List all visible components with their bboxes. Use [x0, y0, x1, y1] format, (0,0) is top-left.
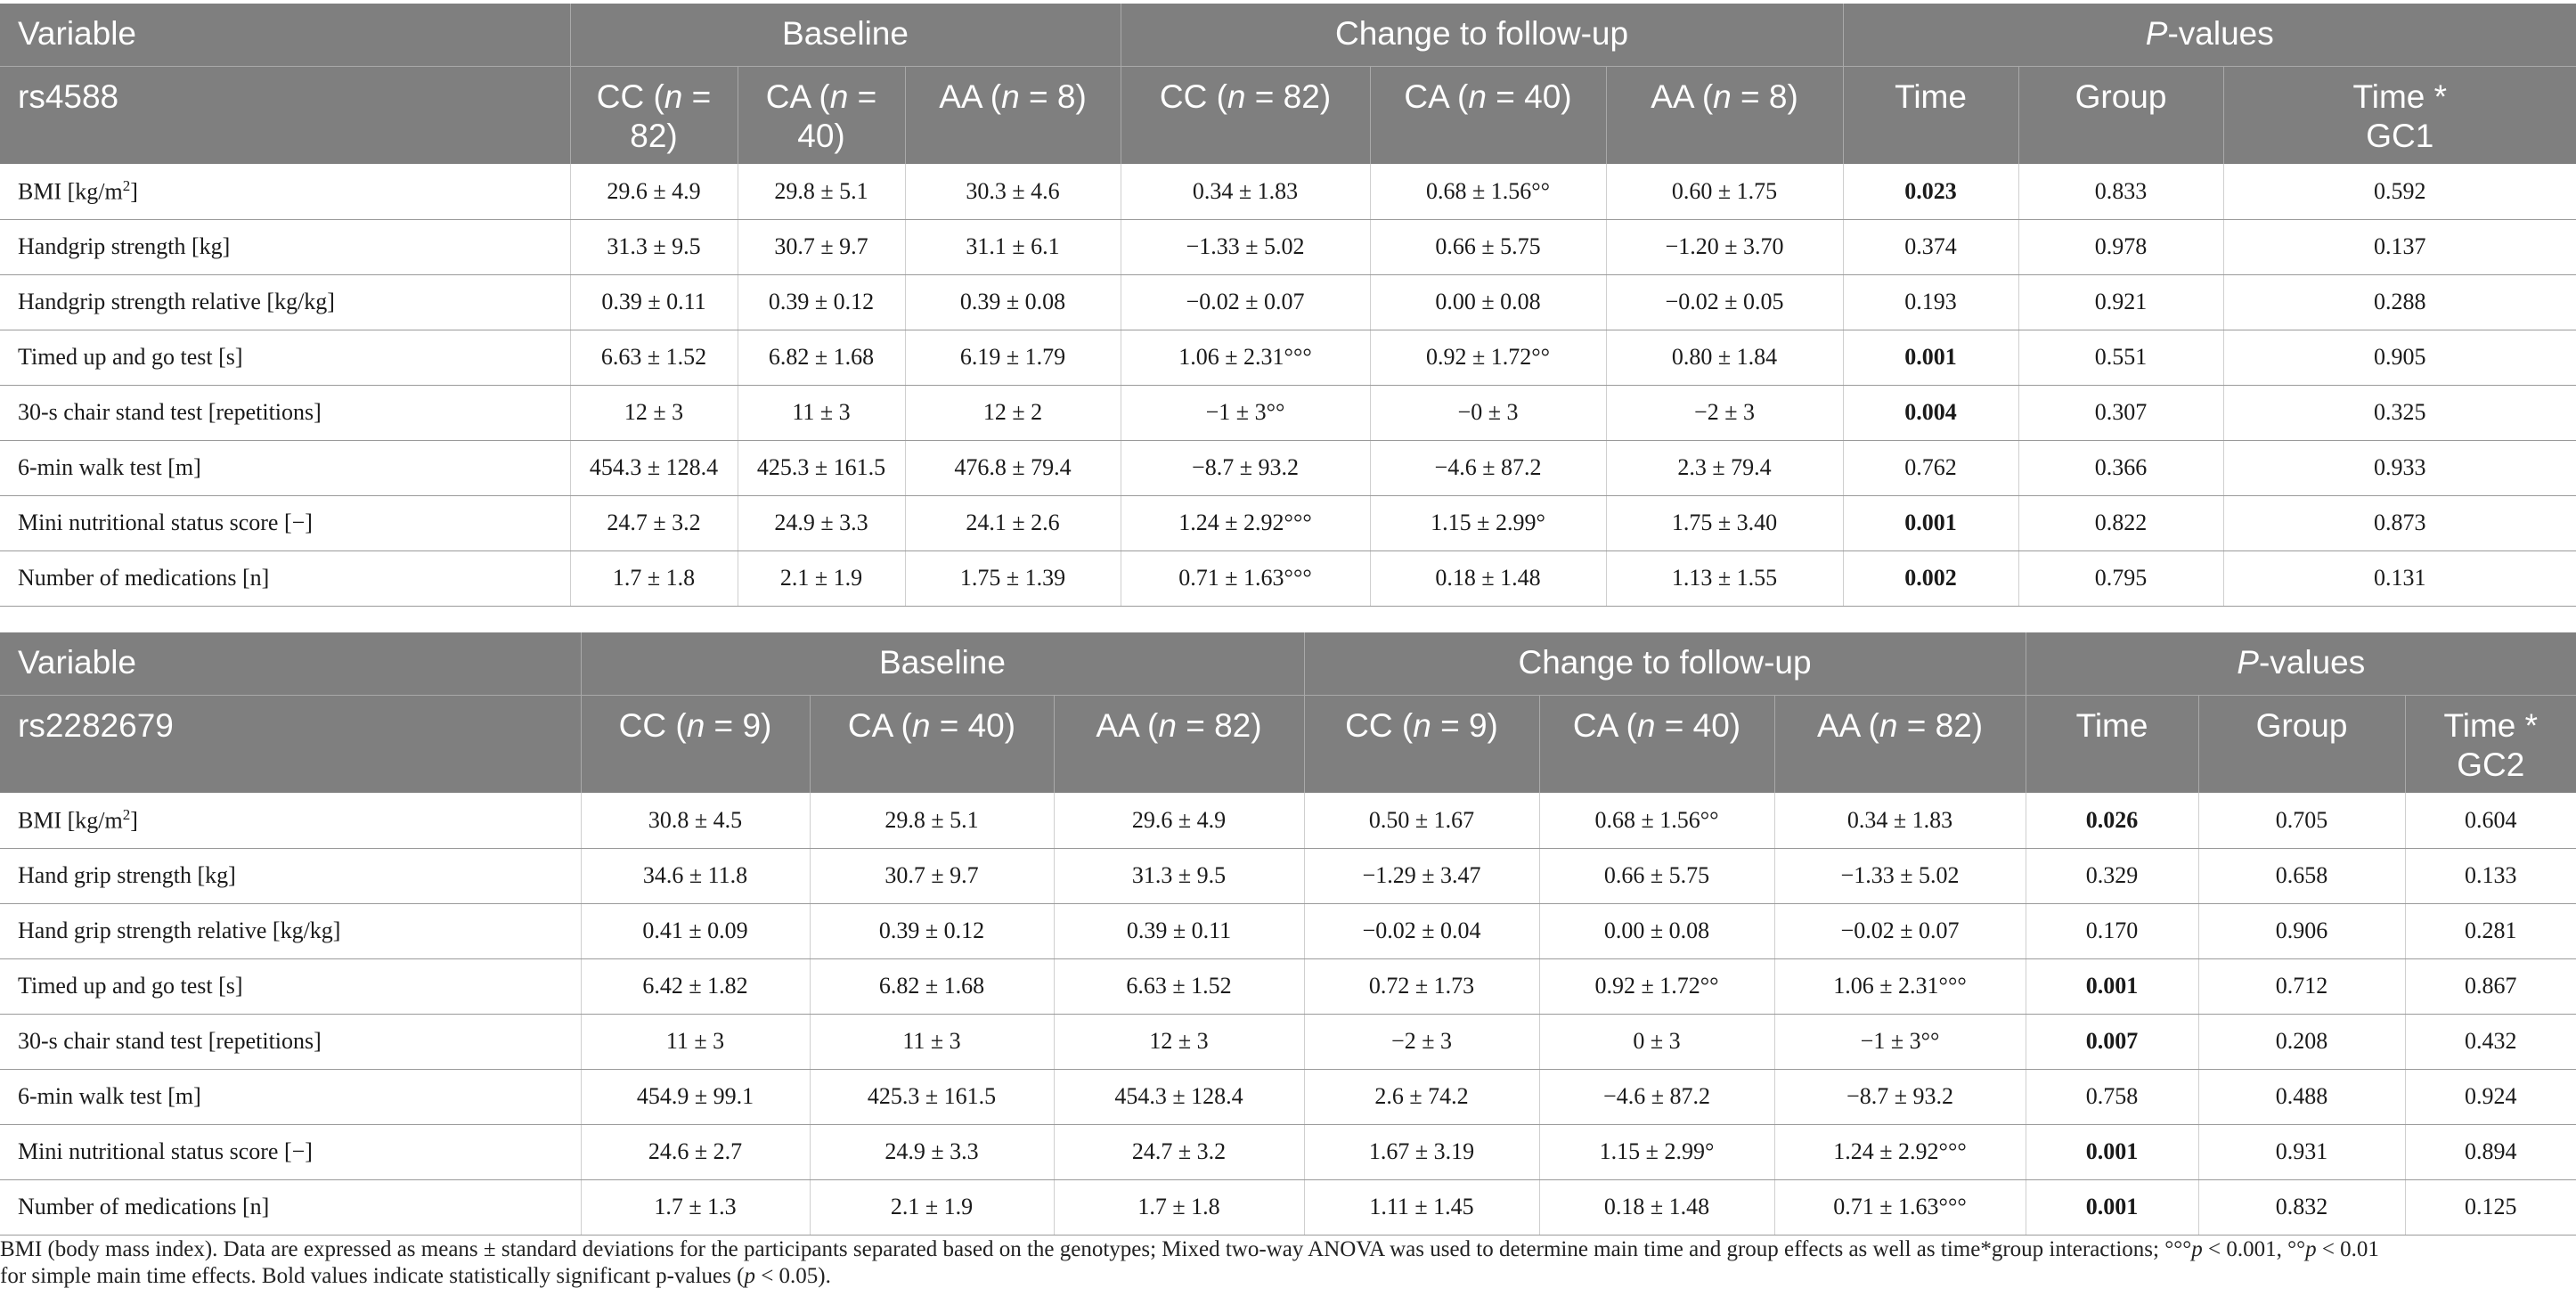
- p-interaction-cell: 0.131: [2223, 550, 2576, 606]
- baseline-cc-cell: 30.8 ± 4.5: [581, 793, 810, 848]
- change-cc-cell: 2.6 ± 74.2: [1304, 1069, 1539, 1124]
- change-aa-cell: 0.80 ± 1.84: [1606, 330, 1843, 385]
- p-time-cell: 0.170: [2026, 903, 2198, 958]
- variable-label: [0, 1069, 581, 1124]
- variable-text: 30-s chair stand test [repetitions]: [18, 399, 322, 425]
- baseline-ca-cell: 2.1 ± 1.9: [810, 1179, 1054, 1235]
- change-aa-cell: −0.02 ± 0.05: [1606, 274, 1843, 330]
- p-time-cell: 0.026: [2026, 793, 2198, 848]
- genotype-code: AA: [939, 77, 982, 115]
- change-cc-cell: −2 ± 3: [1304, 1014, 1539, 1069]
- baseline-aa-cell: 6.19 ± 1.79: [905, 330, 1121, 385]
- baseline-ca-cell: 30.7 ± 9.7: [810, 848, 1054, 903]
- p-interaction-cell: 0.604: [2405, 793, 2576, 848]
- baseline-cc-cell: 31.3 ± 9.5: [570, 219, 738, 274]
- p-group-cell: 0.906: [2198, 903, 2405, 958]
- baseline-cc-cell: 0.39 ± 0.11: [570, 274, 738, 330]
- header-baseline-cc: CC (n = 82): [570, 66, 738, 164]
- change-aa-cell: 1.06 ± 2.31°°°: [1774, 958, 2026, 1014]
- genotype-code: AA: [1096, 706, 1138, 744]
- p-interaction-cell: 0.288: [2223, 274, 2576, 330]
- change-cc-cell: 1.06 ± 2.31°°°: [1121, 330, 1370, 385]
- change-aa-cell: −0.02 ± 0.07: [1774, 903, 2026, 958]
- header-interaction: [2405, 695, 2576, 793]
- change-ca-cell: 1.15 ± 2.99°: [1539, 1124, 1774, 1179]
- pvalues-rest: -values: [2258, 644, 2366, 681]
- header-time: Time: [2026, 695, 2198, 793]
- interaction-line1: Time *: [2443, 706, 2539, 744]
- genotype-n: 82: [1283, 77, 1320, 115]
- genotype-code: CC: [1159, 77, 1208, 115]
- p-group-cell: 0.705: [2198, 793, 2405, 848]
- baseline-ca-cell: 425.3 ± 161.5: [738, 440, 905, 495]
- variable-label: [0, 164, 570, 219]
- header-pvalues: [1843, 4, 2576, 66]
- change-ca-cell: −4.6 ± 87.2: [1370, 440, 1606, 495]
- header-baseline: Baseline: [570, 4, 1121, 66]
- baseline-aa-cell: 476.8 ± 79.4: [905, 440, 1121, 495]
- baseline-cc-cell: 454.3 ± 128.4: [570, 440, 738, 495]
- change-aa-cell: 1.75 ± 3.40: [1606, 495, 1843, 550]
- baseline-cc-cell: 1.7 ± 1.3: [581, 1179, 810, 1235]
- variable-text: Hand grip strength relative [kg/kg]: [18, 917, 341, 943]
- p-group-cell: 0.931: [2198, 1124, 2405, 1179]
- genotype-code: CC: [1345, 706, 1393, 744]
- variable-text: 6-min walk test [m]: [18, 454, 201, 480]
- table-row: [0, 1069, 2576, 1124]
- footnote-text: < 0.05).: [754, 1264, 831, 1288]
- p-time-cell: 0.762: [1843, 440, 2018, 495]
- baseline-ca-cell: 2.1 ± 1.9: [738, 550, 905, 606]
- genotype-code: AA: [1651, 77, 1693, 115]
- genotype-n: 40: [1524, 77, 1561, 115]
- header-variable: Variable: [0, 632, 581, 695]
- variable-text: Timed up and go test [s]: [18, 344, 243, 370]
- p-time-cell: 0.329: [2026, 848, 2198, 903]
- unit-superscript: 2: [122, 805, 131, 823]
- baseline-aa-cell: 6.63 ± 1.52: [1054, 958, 1304, 1014]
- variable-label: [0, 1124, 581, 1179]
- p-time-cell: 0.374: [1843, 219, 2018, 274]
- p-time-cell: 0.193: [1843, 274, 2018, 330]
- table-row: [0, 495, 2576, 550]
- baseline-ca-cell: 29.8 ± 5.1: [738, 164, 905, 219]
- baseline-ca-cell: 0.39 ± 0.12: [738, 274, 905, 330]
- variable-text: BMI [kg/m: [18, 178, 123, 205]
- p-group-cell: 0.712: [2198, 958, 2405, 1014]
- footnote-line-1: [0, 1236, 2565, 1263]
- p-interaction-cell: 0.933: [2223, 440, 2576, 495]
- p-group-cell: 0.488: [2198, 1069, 2405, 1124]
- header-baseline-ca: CA (n = 40): [810, 695, 1054, 793]
- change-ca-cell: 0.66 ± 5.75: [1539, 848, 1774, 903]
- genotype-code: CA: [1404, 77, 1448, 115]
- header-change-cc: CC (n = 9): [1304, 695, 1539, 793]
- variable-text-end: ]: [130, 807, 138, 834]
- p-group-cell: 0.208: [2198, 1014, 2405, 1069]
- p-symbol: p: [744, 1264, 755, 1288]
- baseline-aa-cell: 31.3 ± 9.5: [1054, 848, 1304, 903]
- baseline-ca-cell: 24.9 ± 3.3: [738, 495, 905, 550]
- p-group-cell: 0.658: [2198, 848, 2405, 903]
- change-aa-cell: −1.33 ± 5.02: [1774, 848, 2026, 903]
- genotype-code: CC: [618, 706, 667, 744]
- variable-label: [0, 330, 570, 385]
- header-baseline-aa: AA (n = 8): [905, 66, 1121, 164]
- change-ca-cell: 0.92 ± 1.72°°: [1370, 330, 1606, 385]
- baseline-cc-cell: 34.6 ± 11.8: [581, 848, 810, 903]
- p-time-cell: 0.023: [1843, 164, 2018, 219]
- genotype-code: CA: [1572, 706, 1618, 744]
- change-cc-cell: 0.50 ± 1.67: [1304, 793, 1539, 848]
- genotype-n: 9: [1468, 706, 1488, 744]
- table-row: [0, 440, 2576, 495]
- variable-text: Number of medications [n]: [18, 565, 270, 591]
- change-aa-cell: 1.13 ± 1.55: [1606, 550, 1843, 606]
- baseline-aa-cell: 454.3 ± 128.4: [1054, 1069, 1304, 1124]
- p-interaction-cell: 0.867: [2405, 958, 2576, 1014]
- header-snp: rs4588: [0, 66, 570, 164]
- baseline-cc-cell: 24.6 ± 2.7: [581, 1124, 810, 1179]
- table-row: [0, 1124, 2576, 1179]
- table-row: [0, 903, 2576, 958]
- interaction-line1: Time *: [2352, 77, 2448, 115]
- genotype-n: 82: [630, 117, 667, 154]
- variable-text: 6-min walk test [m]: [18, 1083, 201, 1109]
- baseline-ca-cell: 11 ± 3: [810, 1014, 1054, 1069]
- p-group-cell: 0.307: [2018, 385, 2223, 440]
- change-ca-cell: 0.18 ± 1.48: [1539, 1179, 1774, 1235]
- variable-label: [0, 385, 570, 440]
- baseline-aa-cell: 12 ± 3: [1054, 1014, 1304, 1069]
- p-interaction-cell: 0.592: [2223, 164, 2576, 219]
- p-group-cell: 0.832: [2198, 1179, 2405, 1235]
- variable-text: Mini nutritional status score [−]: [18, 510, 313, 535]
- baseline-aa-cell: 24.1 ± 2.6: [905, 495, 1121, 550]
- table-row: [0, 1179, 2576, 1235]
- header-change-aa: AA (n = 8): [1606, 66, 1843, 164]
- genotype-code: CA: [765, 77, 811, 115]
- baseline-cc-cell: 11 ± 3: [581, 1014, 810, 1069]
- table-row: [0, 793, 2576, 848]
- genotype-n: 40: [1692, 706, 1730, 744]
- change-cc-cell: 0.34 ± 1.83: [1121, 164, 1370, 219]
- table-footnote: [0, 1236, 2565, 1290]
- change-cc-cell: 1.11 ± 1.45: [1304, 1179, 1539, 1235]
- p-group-cell: 0.833: [2018, 164, 2223, 219]
- header-interaction: [2223, 66, 2576, 164]
- header-baseline-ca: CA (n = 40): [738, 66, 905, 164]
- baseline-ca-cell: 24.9 ± 3.3: [810, 1124, 1054, 1179]
- p-interaction-cell: 0.325: [2223, 385, 2576, 440]
- baseline-cc-cell: 6.42 ± 1.82: [581, 958, 810, 1014]
- variable-text: BMI [kg/m: [18, 807, 123, 834]
- p-time-cell: 0.002: [1843, 550, 2018, 606]
- p-interaction-cell: 0.125: [2405, 1179, 2576, 1235]
- change-cc-cell: −0.02 ± 0.04: [1304, 903, 1539, 958]
- genotype-code: AA: [1816, 706, 1860, 744]
- baseline-aa-cell: 12 ± 2: [905, 385, 1121, 440]
- change-aa-cell: 1.24 ± 2.92°°°: [1774, 1124, 2026, 1179]
- p-interaction-cell: 0.905: [2223, 330, 2576, 385]
- change-cc-cell: 0.71 ± 1.63°°°: [1121, 550, 1370, 606]
- change-ca-cell: −0 ± 3: [1370, 385, 1606, 440]
- p-time-cell: 0.001: [1843, 495, 2018, 550]
- p-interaction-cell: 0.894: [2405, 1124, 2576, 1179]
- p-symbol: p: [2305, 1237, 2317, 1261]
- header-group: Group: [2018, 66, 2223, 164]
- variable-label: [0, 550, 570, 606]
- baseline-aa-cell: 0.39 ± 0.08: [905, 274, 1121, 330]
- change-cc-cell: 1.67 ± 3.19: [1304, 1124, 1539, 1179]
- baseline-cc-cell: 454.9 ± 99.1: [581, 1069, 810, 1124]
- table-header: [0, 632, 2576, 793]
- genotype-n: 82: [1214, 706, 1251, 744]
- variable-text: Mini nutritional status score [−]: [18, 1138, 313, 1164]
- p-symbol: p: [2191, 1237, 2203, 1261]
- header-group: Group: [2198, 695, 2405, 793]
- baseline-ca-cell: 30.7 ± 9.7: [738, 219, 905, 274]
- genotype-n: 8: [1056, 77, 1076, 115]
- table-body: [0, 793, 2576, 1235]
- header-change-cc: CC (n = 82): [1121, 66, 1370, 164]
- table-header: [0, 4, 2576, 164]
- genotype-n: 9: [742, 706, 762, 744]
- variable-label: [0, 1014, 581, 1069]
- header-baseline-cc: CC (n = 9): [581, 695, 810, 793]
- variable-label: [0, 274, 570, 330]
- change-ca-cell: 0.18 ± 1.48: [1370, 550, 1606, 606]
- table-row: [0, 274, 2576, 330]
- baseline-aa-cell: 31.1 ± 6.1: [905, 219, 1121, 274]
- baseline-aa-cell: 29.6 ± 4.9: [1054, 793, 1304, 848]
- change-aa-cell: 0.60 ± 1.75: [1606, 164, 1843, 219]
- p-group-cell: 0.822: [2018, 495, 2223, 550]
- baseline-ca-cell: 425.3 ± 161.5: [810, 1069, 1054, 1124]
- table-row: [0, 550, 2576, 606]
- change-cc-cell: −1.33 ± 5.02: [1121, 219, 1370, 274]
- table-rs2282679: [0, 632, 2576, 1236]
- change-ca-cell: −4.6 ± 87.2: [1539, 1069, 1774, 1124]
- table-row: [0, 958, 2576, 1014]
- change-ca-cell: 0 ± 3: [1539, 1014, 1774, 1069]
- footnote-text: < 0.01: [2316, 1237, 2379, 1261]
- baseline-cc-cell: 6.63 ± 1.52: [570, 330, 738, 385]
- genotype-n: 40: [967, 706, 1005, 744]
- genotype-code: CA: [847, 706, 893, 744]
- variable-text-end: ]: [130, 178, 138, 205]
- table-row: [0, 385, 2576, 440]
- baseline-cc-cell: 24.7 ± 3.2: [570, 495, 738, 550]
- baseline-aa-cell: 30.3 ± 4.6: [905, 164, 1121, 219]
- variable-text: Hand grip strength [kg]: [18, 862, 236, 888]
- variable-label: [0, 440, 570, 495]
- variable-text: Handgrip strength [kg]: [18, 233, 231, 259]
- variable-label: [0, 495, 570, 550]
- header-baseline-aa: AA (n = 82): [1054, 695, 1304, 793]
- p-time-cell: 0.001: [2026, 958, 2198, 1014]
- pvalues-italic: P: [2237, 644, 2259, 681]
- table-rs4588: [0, 4, 2576, 607]
- variable-text: Number of medications [n]: [18, 1194, 270, 1219]
- change-cc-cell: 1.24 ± 2.92°°°: [1121, 495, 1370, 550]
- p-time-cell: 0.001: [1843, 330, 2018, 385]
- table-row: [0, 848, 2576, 903]
- change-ca-cell: 0.92 ± 1.72°°: [1539, 958, 1774, 1014]
- variable-label: [0, 219, 570, 274]
- pvalues-italic: P: [2145, 15, 2168, 52]
- change-aa-cell: −2 ± 3: [1606, 385, 1843, 440]
- table-body: [0, 164, 2576, 606]
- baseline-cc-cell: 29.6 ± 4.9: [570, 164, 738, 219]
- change-ca-cell: 0.00 ± 0.08: [1370, 274, 1606, 330]
- p-interaction-cell: 0.432: [2405, 1014, 2576, 1069]
- baseline-aa-cell: 1.7 ± 1.8: [1054, 1179, 1304, 1235]
- header-change-aa: AA (n = 82): [1774, 695, 2026, 793]
- change-cc-cell: −1.29 ± 3.47: [1304, 848, 1539, 903]
- baseline-cc-cell: 1.7 ± 1.8: [570, 550, 738, 606]
- variable-label: [0, 793, 581, 848]
- baseline-ca-cell: 11 ± 3: [738, 385, 905, 440]
- baseline-ca-cell: 6.82 ± 1.68: [810, 958, 1054, 1014]
- change-aa-cell: 0.34 ± 1.83: [1774, 793, 2026, 848]
- change-ca-cell: 0.68 ± 1.56°°: [1370, 164, 1606, 219]
- variable-label: [0, 848, 581, 903]
- header-change-ca: CA (n = 40): [1539, 695, 1774, 793]
- p-interaction-cell: 0.133: [2405, 848, 2576, 903]
- change-ca-cell: 0.00 ± 0.08: [1539, 903, 1774, 958]
- change-aa-cell: 0.71 ± 1.63°°°: [1774, 1179, 2026, 1235]
- change-aa-cell: −8.7 ± 93.2: [1774, 1069, 2026, 1124]
- variable-text: Timed up and go test [s]: [18, 973, 243, 999]
- footnote-text: BMI (body mass index). Data are expressed as means ± standard deviations for the participants separated based on the genotypes; Mixed two-way ANOVA was used to determine main time and group effects as well as time*group interactions; °°°: [0, 1237, 2192, 1261]
- header-baseline: Baseline: [581, 632, 1304, 695]
- footnote-text: < 0.001, °°: [2202, 1237, 2306, 1261]
- header-pvalues: [2026, 632, 2576, 695]
- pvalues-rest: -values: [2167, 15, 2274, 52]
- change-aa-cell: −1.20 ± 3.70: [1606, 219, 1843, 274]
- p-interaction-cell: 0.873: [2223, 495, 2576, 550]
- p-time-cell: 0.007: [2026, 1014, 2198, 1069]
- variable-text: 30-s chair stand test [repetitions]: [18, 1028, 322, 1054]
- variable-label: [0, 903, 581, 958]
- table-row: [0, 164, 2576, 219]
- baseline-ca-cell: 29.8 ± 5.1: [810, 793, 1054, 848]
- header-snp: rs2282679: [0, 695, 581, 793]
- header-change: Change to follow-up: [1304, 632, 2026, 695]
- change-cc-cell: −1 ± 3°°: [1121, 385, 1370, 440]
- change-aa-cell: 2.3 ± 79.4: [1606, 440, 1843, 495]
- table-row: [0, 219, 2576, 274]
- table-row: [0, 1014, 2576, 1069]
- change-ca-cell: 0.68 ± 1.56°°: [1539, 793, 1774, 848]
- p-group-cell: 0.978: [2018, 219, 2223, 274]
- footnote-text: for simple main time effects. Bold values indicate statistically significant p-values (: [0, 1264, 745, 1288]
- p-time-cell: 0.001: [2026, 1124, 2198, 1179]
- p-group-cell: 0.795: [2018, 550, 2223, 606]
- p-group-cell: 0.921: [2018, 274, 2223, 330]
- p-interaction-cell: 0.137: [2223, 219, 2576, 274]
- change-cc-cell: −0.02 ± 0.07: [1121, 274, 1370, 330]
- baseline-aa-cell: 24.7 ± 3.2: [1054, 1124, 1304, 1179]
- baseline-cc-cell: 0.41 ± 0.09: [581, 903, 810, 958]
- p-time-cell: 0.004: [1843, 385, 2018, 440]
- table-row: [0, 330, 2576, 385]
- header-time: Time: [1843, 66, 2018, 164]
- unit-superscript: 2: [122, 176, 131, 194]
- change-ca-cell: 1.15 ± 2.99°: [1370, 495, 1606, 550]
- interaction-line2: GC2: [2457, 746, 2525, 783]
- p-time-cell: 0.001: [2026, 1179, 2198, 1235]
- variable-label: [0, 958, 581, 1014]
- change-ca-cell: 0.66 ± 5.75: [1370, 219, 1606, 274]
- header-change: Change to follow-up: [1121, 4, 1843, 66]
- variable-text: Handgrip strength relative [kg/kg]: [18, 289, 335, 314]
- interaction-line2: GC1: [2366, 117, 2434, 154]
- baseline-aa-cell: 1.75 ± 1.39: [905, 550, 1121, 606]
- header-variable: Variable: [0, 4, 570, 66]
- genotype-n: 82: [1935, 706, 1972, 744]
- p-group-cell: 0.366: [2018, 440, 2223, 495]
- p-time-cell: 0.758: [2026, 1069, 2198, 1124]
- change-aa-cell: −1 ± 3°°: [1774, 1014, 2026, 1069]
- genotype-n: 8: [1768, 77, 1788, 115]
- baseline-ca-cell: 6.82 ± 1.68: [738, 330, 905, 385]
- baseline-ca-cell: 0.39 ± 0.12: [810, 903, 1054, 958]
- header-change-ca: CA (n = 40): [1370, 66, 1606, 164]
- p-interaction-cell: 0.281: [2405, 903, 2576, 958]
- genotype-code: CC: [596, 77, 645, 115]
- p-interaction-cell: 0.924: [2405, 1069, 2576, 1124]
- change-cc-cell: −8.7 ± 93.2: [1121, 440, 1370, 495]
- variable-label: [0, 1179, 581, 1235]
- baseline-aa-cell: 0.39 ± 0.11: [1054, 903, 1304, 958]
- baseline-cc-cell: 12 ± 3: [570, 385, 738, 440]
- genotype-n: 40: [797, 117, 835, 154]
- p-group-cell: 0.551: [2018, 330, 2223, 385]
- footnote-line-2: [0, 1263, 2565, 1290]
- change-cc-cell: 0.72 ± 1.73: [1304, 958, 1539, 1014]
